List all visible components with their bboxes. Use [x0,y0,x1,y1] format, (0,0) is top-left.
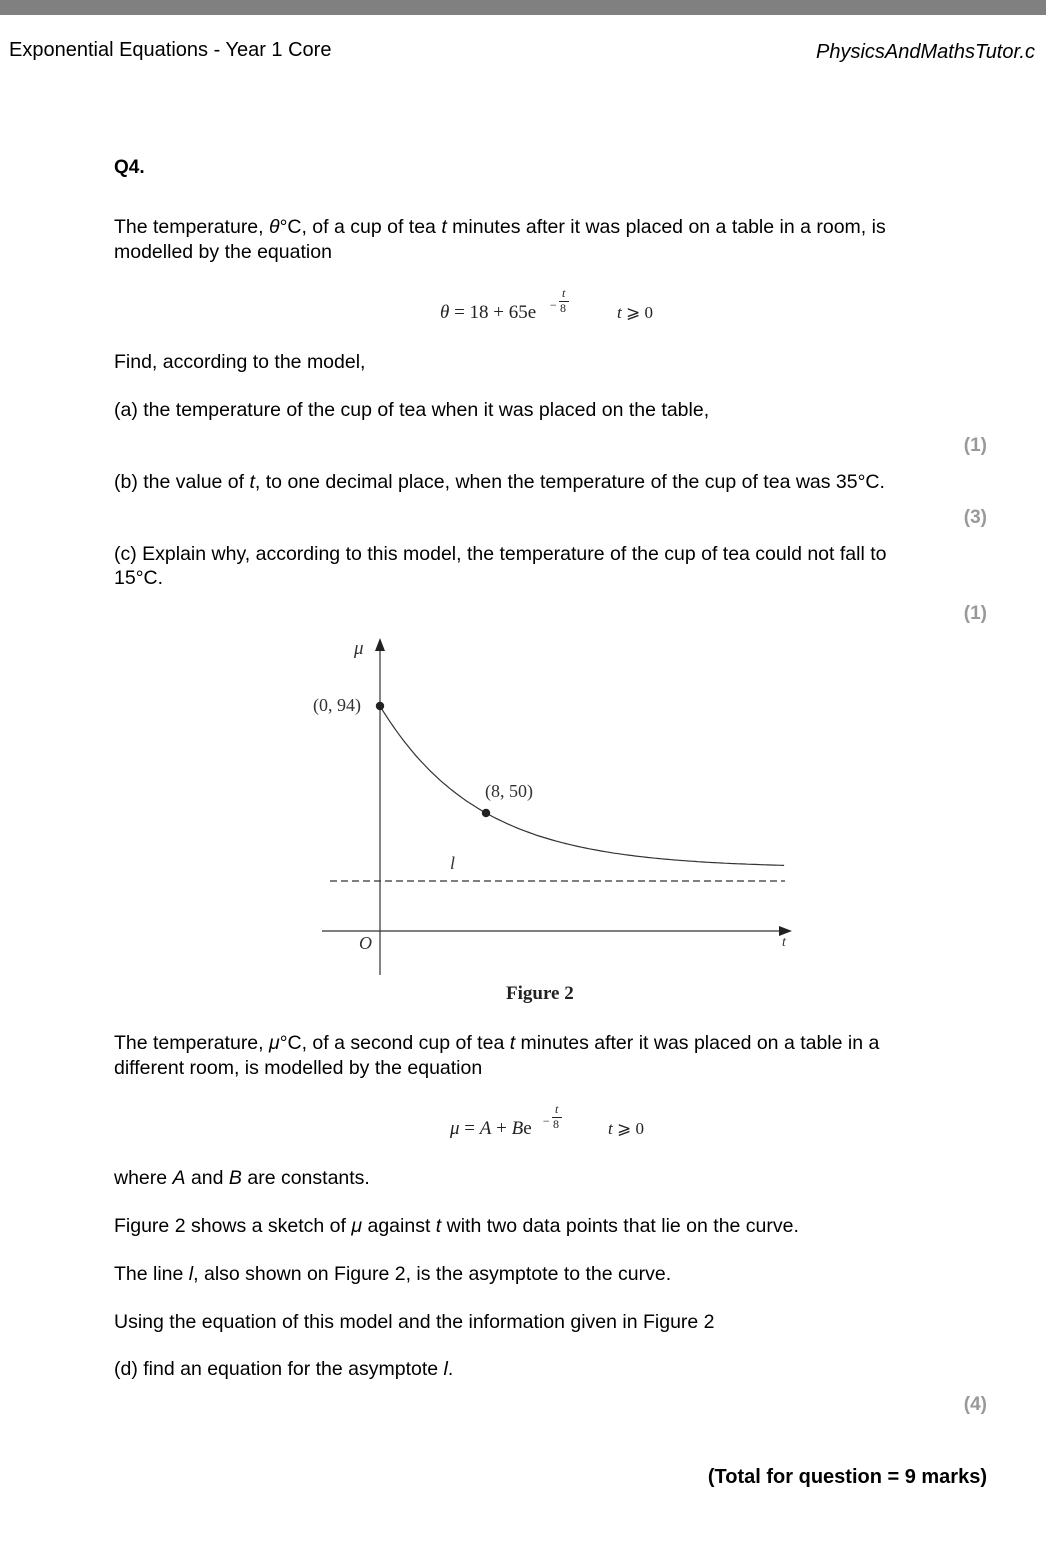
part-d: (d) find an equation for the asymptote l. [114,1358,454,1380]
point2-label: (8, 50) [485,781,533,801]
equation-mu: μ = A + Be [450,1118,532,1139]
eq1-exp-sign: − [549,298,558,312]
mark-b: (3) [963,507,987,528]
second-intro-line-1: The temperature, μ°C, of a second cup of tea t minutes after it was placed on a table in a [114,1032,880,1054]
eq1-condition: t ⩾ 0 [617,303,653,322]
mark-a: (1) [963,435,987,456]
eq2-exp-sign: − [542,1114,551,1128]
total-marks: (Total for question = 9 marks) [707,1466,987,1488]
asymptote-label: l [450,853,456,873]
point1-label: (0, 94) [313,695,361,715]
find-text: Find, according to the model, [114,351,366,373]
decay-curve [380,706,784,865]
mark-d: (4) [963,1394,987,1415]
eq1-exp-num: t [562,286,566,300]
constants-text: where A and B are constants. [114,1167,370,1189]
point-8-50 [482,809,490,817]
part-b: (b) the value of t, to one decimal place, when the temperature of the cup of tea was 35°C. [114,471,885,493]
part-c-line-1: (c) Explain why, according to this model, the temperature of the cup of tea could not fall to [114,543,887,565]
figure-caption: Figure 2 [506,983,574,1004]
header-site: PhysicsAndMathsTutor.c [816,41,1035,63]
part-a: (a) the temperature of the cup of tea when it was placed on the table, [114,399,710,421]
second-intro-line-2: different room, is modelled by the equation [114,1057,483,1079]
y-axis-arrow [375,638,385,651]
y-axis-label: μ [354,638,364,659]
part-c-line-2: 15°C. [114,567,163,589]
x-axis-label: t [782,935,786,950]
eq2-condition: t ⩾ 0 [608,1119,644,1138]
intro-line-1: The temperature, θ°C, of a cup of tea t minutes after it was placed on a table in a room, is [114,216,886,238]
asymptote-text: The line l, also shown on Figure 2, is the asymptote to the curve. [114,1263,672,1285]
intro-line-2: modelled by the equation [114,241,332,263]
mark-c: (1) [963,603,987,624]
header-title: Exponential Equations - Year 1 Core [9,39,332,61]
equation-theta: θ = 18 + 65e [440,302,537,323]
eq1-exp-den: 8 [560,301,566,315]
question-number: Q4. [114,157,145,178]
figure-text: Figure 2 shows a sketch of μ against t with two data points that lie on the curve. [114,1215,799,1237]
using-text: Using the equation of this model and the information given in Figure 2 [114,1311,715,1333]
eq2-exp-den: 8 [553,1117,559,1131]
point-0-94 [376,702,384,710]
eq2-exp-num: t [555,1102,559,1116]
origin-label: O [359,933,372,953]
